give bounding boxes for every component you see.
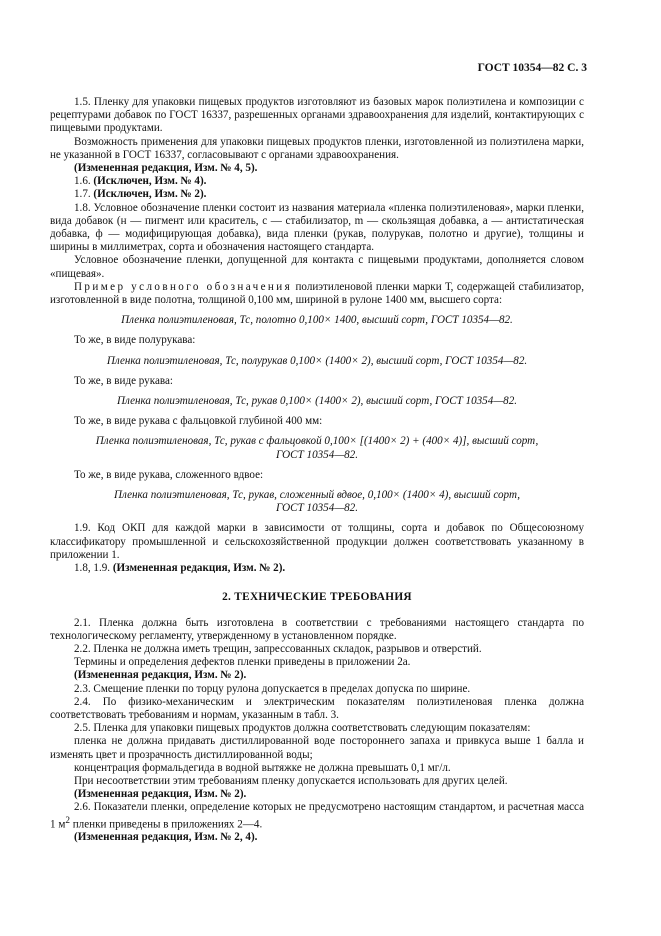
paragraph-1-9: 1.9. Код ОКП для каждой марки в зависимости от толщины, сорта и добавок по Общесоюзному классификатору промышленной и сельскохозяйственной продукции должен соответствовать указанному в приложении 1.: [50, 522, 584, 561]
paragraph-1-6: 1.6. (Исключен, Изм. № 4).: [74, 175, 207, 188]
paragraph-2-5-item-1: пленка не должна придавать дистиллированной воде постороннего запаха и привкуса выше 1 балла и изменять цвет и прозрачность дистиллированной воды;: [50, 735, 584, 761]
example-designation-3: Пленка полиэтиленовая, Тс, рукав 0,100× (1400× 2), высший сорт, ГОСТ 10354—82.: [116, 395, 518, 408]
paragraph-2-4: 2.4. По физико-механическим и электрическим показателям полиэтиленовая пленка должна соответствовать требованиям и нормам, указанным в табл. 3.: [50, 695, 584, 721]
example-label-2: То же, в виде полурукава:: [74, 334, 196, 347]
paragraph-2-5-item-2: концентрация формальдегида в водной вытяжке не должна превышать 0,1 мг/л.: [74, 761, 451, 774]
paragraph-1-5: 1.5. Пленку для упаковки пищевых продуктов изготовляют из базовых марок полиэтилена и композиции с рецептурами добавок по ГОСТ 16337, разрешенных органами здравоохранения для изделий, контактирующих с пищевыми продуктами.: [50, 96, 584, 135]
example-intro: Пример условного обозначения полиэтиленовой пленки марки Т, содержащей стабилизатор, изготовленной в виде полотна, толщиной 0,100 мм, шириной в рулоне 1400 мм, высшего сорта:: [50, 280, 584, 307]
paragraph-2-2: 2.2. Пленка не должна иметь трещин, запрессованных складок, разрывов и отверстий.: [74, 642, 482, 655]
page-header: ГОСТ 10354—82 С. 3: [477, 62, 587, 74]
paragraph-2-6: 2.6. Показатели пленки, определение которых не предусмотрено настоящим стандартом, и расчетная масса 1 $м^2$ пленки приведены в приложениях 2—4.: [50, 801, 584, 831]
document-body: [50, 96, 584, 845]
paragraph-2-2-cont: Термины и определения дефектов пленки приведены в приложении 2а.: [74, 656, 411, 669]
paragraph-1-5-cont: Возможность применения для упаковки пищевых продуктов пленки, изготовленной из полиэтилена марки, не указанной в ГОСТ 16337, согласовывают с органами здравоохранения.: [50, 135, 584, 161]
paragraph-1-8-1-9-note: 1.8, 1.9. (Измененная редакция, Изм. № 2).: [74, 562, 286, 575]
paragraph-2-1: 2.1. Пленка должна быть изготовлена в соответствии с требованиями настоящего стандарта по технологическому регламенту, утвержденному в установленном порядке.: [50, 616, 584, 642]
amendment-note: (Измененная редакция, Изм. № 2).: [74, 788, 247, 801]
example-label-3: То же, в виде рукава:: [74, 374, 173, 387]
section-title: 2. ТЕХНИЧЕСКИЕ ТРЕБОВАНИЯ: [222, 591, 412, 604]
amendment-note: (Измененная редакция, Изм. № 4, 5).: [74, 162, 258, 175]
amendment-note: (Измененная редакция, Изм. № 2, 4).: [74, 831, 258, 844]
example-label-4: То же, в виде рукава с фальцовкой глубиной 400 мм:: [74, 415, 323, 428]
example-designation-4: Пленка полиэтиленовая, Тс, рукав с фальцовкой 0,100× [(1400× 2) + (400× 4)], высший сорт, ГОСТ 10354—82.: [95, 435, 539, 461]
paragraph-2-3: 2.3. Смещение пленки по торцу рулона допускается в пределах допуска по ширине.: [74, 682, 471, 695]
example-designation-5: Пленка полиэтиленовая, Тс, рукав, сложенный вдвое, 0,100× (1400× 4), высший сорт, ГОСТ 10354—82.: [113, 489, 521, 515]
paragraph-1-7: 1.7. (Исключен, Изм. № 2).: [74, 188, 207, 201]
paragraph-1-8-cont: Условное обозначение пленки, допущенной для контакта с пищевыми продуктами, дополняется словом «пищевая».: [50, 254, 584, 280]
example-designation-1: Пленка полиэтиленовая, Тс, полотно 0,100× 1400, высший сорт, ГОСТ 10354—82.: [121, 314, 513, 327]
example-label-5: То же, в виде рукава, сложенного вдвое:: [74, 468, 264, 481]
amendment-note: (Измененная редакция, Изм. № 2).: [74, 669, 247, 682]
example-designation-2: Пленка полиэтиленовая, Тс, полурукав 0,100× (1400× 2), высший сорт, ГОСТ 10354—82.: [106, 354, 528, 367]
paragraph-2-5: 2.5. Пленка для упаковки пищевых продуктов должна соответствовать следующим показателям:: [74, 722, 531, 735]
paragraph-2-5-cont: При несоответствии этим требованиям пленку допускается использовать для других целей.: [74, 774, 508, 787]
paragraph-1-8: 1.8. Условное обозначение пленки состоит из названия материала «пленка полиэтиленовая», марки пленки, вида добавок (н — пигмент или краситель, с — стабилизатор, m — скользящая добавка, а — антистатическая добавка, ф — модифицирующая добавка), вида пленки (рукав, полурукав, полотно и другие), толщины и ширины в миллиметрах, сорта и обозначения настоящего стандарта.: [50, 201, 584, 254]
